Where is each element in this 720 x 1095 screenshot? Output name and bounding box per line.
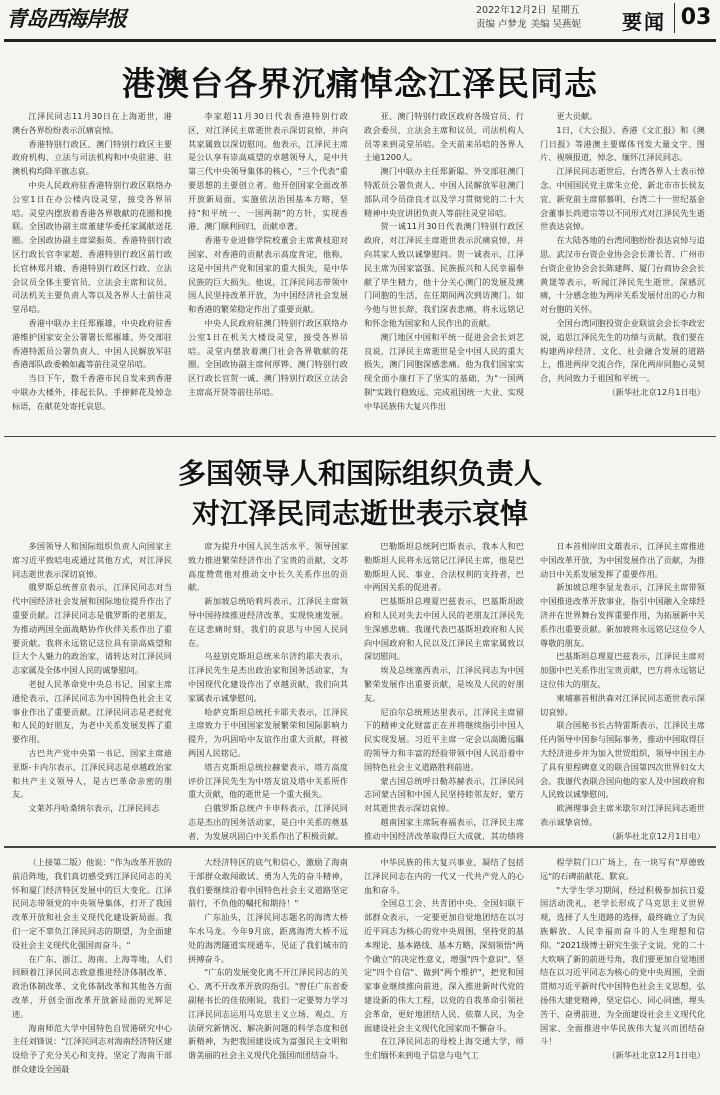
page-number: 03 — [674, 3, 717, 33]
article2-column-1 — [12, 540, 172, 840]
divider — [4, 846, 716, 848]
paragraph: 海南师范大学中国特色自贸港研究中心主任刘锋说："江泽民同志对海南经济特区建设给予了充分关心和支持，坚定了海南干部群众建设全国最 — [12, 1022, 172, 1074]
paragraph: 蒙古国总统呼日勒苏赫表示，江泽民同志同蒙古国和中国人民坚持睦邻友好，蒙方对其逝世表示深切哀悼。 — [364, 775, 524, 814]
paragraph: 全国台湾同胞投资企业联谊会会长李政宏说，追思江泽民先生的功绩与贡献，我们要在构建两岸经济、文化、社会融合发展的道路上，推进两岸交流合作，深化两岸同胞心灵契合，共同致力于祖国和平统一。 — [540, 317, 705, 384]
paragraph: 江泽民同志逝世后，台湾各界人士表示悼念。中国国民党主席朱立伦、新北市市长侯友宜、新党前主席郁慕明、台湾二十一世纪基金会董事长尚道宗等以不同形式对江泽民先生逝世表达哀悼。 — [540, 166, 705, 232]
header-info — [476, 4, 585, 32]
paragraph: 文莱苏丹哈桑纳尔表示，江泽民同志 — [28, 803, 160, 814]
paragraph: 哈萨克斯坦总统托卡耶夫表示，江泽民主席致力于中国国家发展繁荣和国际影响力提升，为巩固哈中友谊作出重大贡献，将被两国人民铭记。 — [188, 706, 348, 758]
paragraph: 亚、澳门特别行政区政府各级官员、行政会委员、立法会主席和议员、司法机构人员等来到灵堂吊唁。全天前来吊唁的各界人士逾1200人。 — [364, 111, 524, 163]
article1-column-1 — [12, 110, 172, 426]
paragraph: 老挝人民革命党中央总书记、国家主席通伦表示，江泽民同志为中国特色社会主义事业作出了重要贡献。江泽民同志是老挝党和人民的好朋友，为老中关系发展发挥了重要作用。 — [12, 678, 172, 745]
article2-column-2 — [188, 540, 348, 840]
article2-headline-line1: 多国领导人和国际组织负责人 — [177, 457, 542, 490]
paragraph: 新加坡总统哈莉玛表示，江泽民主席领导中国持续推进经济改革，实现快速发展。在这悲痛时刻，我们的哀思与中国人民同在。 — [188, 596, 348, 648]
article2-headline-line2: 对江泽民同志逝世表示哀悼 — [191, 497, 528, 530]
article1-headline: 港澳台各界沉痛悼念江泽民同志 — [122, 64, 598, 103]
issue-weekday: 星期五 — [550, 5, 580, 16]
paragraph: （上接第二版）他说："作为改革开放的前沿阵地，我们真切感受到江泽民同志的关怀和厦门经济特区发展中的巨大变化。江泽民同志带领党的中央领导集体，打开了我国改革开放和社会主义现代化建设新局面。我们一定不辜负江泽民同志的期望，为全面建设社会主义现代化强国而奋斗。" — [12, 857, 172, 950]
paragraph: 乌兹别克斯坦总统米尔济约耶夫表示，江泽民先生是杰出政治家和国务活动家，为中国现代化建设作出了卓越贡献，我们向其家属表示诚挚慰问。 — [188, 651, 348, 703]
paragraph: 江泽民同志11月30日在上海逝世，港澳台各界纷纷表示沉痛哀悼。 — [12, 111, 172, 135]
paragraph: 新加坡总理李显龙表示，江泽民主席带领中国推进改革开放事业，指引中国融入全球经济并在世界舞台发挥重要作用，为拓展新中关系作出重要贡献。新加坡将永远铭记这位令人尊敬的朋友。 — [540, 582, 705, 648]
article1-column-3 — [364, 110, 524, 426]
header-rule — [4, 39, 716, 42]
paragraph: 日本首相岸田文雄表示，江泽民主席推进中国改革开放，为中国发展作出了贡献，为推动日中关系发展发挥了重要作用。 — [540, 541, 705, 579]
paragraph: 俄罗斯总统普京表示，江泽民同志对当代中国经济社会发展和国际地位提升作出了重要贡献。江泽民同志是俄罗斯的老朋友，为推动两国全面战略协作伙伴关系作出了重要贡献。我将永远铭记这位具有崇高威望和巨大个人魅力的政治家，请转达对江泽民同志家属及全体中国人民的诚挚慰问。 — [12, 582, 172, 676]
section-title: 要闻 — [622, 10, 666, 34]
paragraph: 越南国家主席阮春福表示，江泽民主席推动中国经济改革取得巨大成就，其功绩将 — [364, 816, 524, 840]
paragraph: 澳门中联办主任郑新聪、外交部驻澳门特派员公署负责人、中国人民解放军驻澳门部队司令员徐良才以及学习贯彻党的二十大精神中央宣讲团负责人等前往灵堂吊唁。 — [364, 166, 524, 218]
paragraph: 在广东、浙江、海南、上海等地，人们回顾着江泽民同志致意推进经济体制改革、政治体制改革、文化体制改革和其他各方面改革，开创全面改革开放新局面的光辉足迹。 — [12, 953, 172, 1019]
article3-column-1 — [12, 856, 172, 1088]
paragraph: 尼泊尔总统班达里表示，江泽民主席留下的精神文化财富正在并将继续指引中国人民实现发展。习近平主席一定会以高瞻远瞩的领导力和丰富的经验带领中国人民沿着中国特色社会主义道路胜利前进。 — [364, 706, 524, 772]
paragraph: 李家超11月30日代表香港特别行政区，对江泽民主席逝世表示深切哀悼，并向其家属致以深切慰问。他表示，江泽民主席是公认享有崇高威望的卓越领导人，是中共第三代中央领导集体的核心，"三个代表"重要思想的主要创立者。他开创国家全面改革开放新局面，实施依法治国基本方略，坚持"和平统一、一国两制"的方针，实现香港、澳门顺利回归，贡献卓著。 — [188, 111, 348, 232]
article3-signature: （新华社北京12月1日电） — [607, 1050, 705, 1061]
paragraph: 塔吉克斯坦总统拉赫蒙表示，塔方高度评价江泽民先生为中塔友谊及塔中关系所作重大贡献，他的逝世是一个重大损失。 — [188, 761, 348, 800]
issue-date: 2022年12月2日 — [476, 5, 547, 16]
paragraph: 中央人民政府驻澳门特别行政区联络办公室1日在机关大楼设灵堂，接受各界吊唁。灵堂内摆放着澳门社会各界敬献的花圈。全国政协副主席何厚铧、澳门特别行政区行政长官贺一诚、澳门特别行政区立法会主席高开贤等前往吊唁。 — [188, 317, 348, 397]
article1-column-2 — [188, 110, 348, 426]
paragraph: 多国领导人和国际组织负责人向国家主席习近平致唁电或通过其他方式，对江泽民同志逝世表示深切哀悼。 — [12, 541, 172, 579]
divider — [4, 436, 716, 437]
paragraph: 巴基斯坦总理夏巴兹表示，巴基斯坦政府和人民对失去中国人民的老朋友江泽民先生深感悲痛。我谨代表巴基斯坦政府和人民向中国政府和人民以及江泽民主席家属致以深切慰问。 — [364, 596, 524, 662]
paragraph: 更大贡献。 — [556, 111, 598, 121]
paragraph: 香港特别行政区、澳门特别行政区主要政府机构、立法与司法机构和中央驻港、驻澳机构均降半旗志哀。 — [12, 138, 172, 177]
article3-column-4 — [540, 856, 705, 1088]
designer-credit: 美编 吴燕妮 — [530, 19, 582, 30]
paragraph: 古巴共产党中央第一书记、国家主席迪亚斯-卡内尔表示，江泽民同志是卓越政治家和共产主义领导人，是古巴革命亲密的朋友。 — [12, 747, 172, 800]
paragraph: 联合国秘书长古特雷斯表示，江泽民主席任内领导中国参与国际事务，推动中国取得巨大经济进步并为加入世贸组织，领导中国主办了具有里程碑意义的联合国第四次世界妇女大会。我谨代表联合国向他的家人及中国政府和人民致以诚挚慰问。 — [540, 720, 705, 800]
article2-signature: （新华社北京12月1日电） — [607, 830, 705, 840]
article2-column-4 — [540, 540, 705, 840]
paragraph: 香港专业进修学院校董会主席黄枝迎对国家、对香港的贡献表示高度肯定，他称，这是中国共产党和国家的重大损失，是中华民族的巨大损失。他说，江泽民同志带领中国人民坚持改革开放，为中国经济社会发展和香港的繁荣稳定作出了重要贡献。 — [188, 235, 348, 315]
paragraph: 大经济特区的底气和信心，激励了海南干部群众敢闯敢试、勇为人先的奋斗精神，我们要继续沿着中国特色社会主义道路坚定前行，不负他的嘱托和期待！" — [188, 857, 348, 909]
paragraph: "广东的发展变化离不开江泽民同志的关心、离不开改革开放的指引。"曾任广东省委副秘书长的佳依刚说，我们一定要努力学习江泽民同志运用马克思主义立场、观点、方法研究新情况、解决新问题的科学态度和创新精神，为把我国建设成为富强民主文明和谐美丽的社会主义现代化强国而团结奋斗。 — [188, 967, 348, 1061]
paragraph: 中央人民政府驻香港特别行政区联络办公室1日在办公楼内设灵堂，接受各界吊唁。灵堂内摆放着香港各界敬献的花圈和挽联。全国政协副主席董建华委托家属献送花圈。全国政协副主席梁振英、香港特别行政区行政长官李家超、香港特别行政区前行政长官林郑月娥、香港特别行政区行政、立法会议员全体主要官员、立法会主席和议员、司法机关主要负责人等以及各界人士前往灵堂吊唁。 — [12, 179, 172, 315]
paragraph: "大学生学习期间，经过积极参加抗日爱国活动洗礼，老学长形成了马克思主义世界观，选择了人生道路的选择，最终确立了为民族解放、人民幸福而奋斗的人生理想和信仰。"2021级博士研究生张子文说，党的二十大吹响了新的前进号角，我们要更加自觉地团结在以习近平同志为核心的党中央周围，全面贯彻习近平新时代中国特色社会主义思想，弘扬伟大建党精神，坚定信心、同心同德，埋头苦干、奋勇前进，为全面建设社会主义现代化国家、全面推进中华民族伟大复兴而团结奋斗！ — [540, 884, 705, 1047]
paragraph: 当日下午，数千香港市民自发来到香港中联办大楼外，排起长队、手捧鲜花及悼念标语，在献花处寄托哀思。 — [12, 373, 172, 411]
paragraph: 贺一诚11月30日代表澳门特别行政区政府，对江泽民主席逝世表示沉痛哀悼，并向其家人致以诚挚慰问。贺一诚表示，江泽民主席为国家富强、民族振兴和人民幸福奉献了毕生精力，他十分关心澳门的发展及澳门同胞的生活，在任期间两次到访澳门。如今他与世长辞，我们深表悲痛，将永远铭记和怀念他为国家和人民作出的贡献。 — [364, 221, 524, 328]
paragraph: 中华民族的伟大复兴事业，凝结了包括江泽民同志在内的一代又一代共产党人的心血和奋斗。 — [364, 857, 524, 895]
paragraph: 欧洲理事会主席米歇尔对江泽民同志逝世表示诚挚哀悼。 — [540, 803, 705, 827]
article1-signature: （新华社北京12月1日电） — [607, 386, 705, 397]
newspaper-masthead: 青岛西海岸报 — [6, 6, 126, 31]
paragraph: 澳门地区中国和平统一促进会会长刘艺良说，江泽民主席逝世是全中国人民的重大损失，澳门同胞深感悲痛。他为我们国家实现全面小康打下了坚实的基础，为"一国两制"实践行稳致远、完成祖国统一大业、实现中华民族伟大复兴作出 — [364, 331, 524, 411]
page-header — [0, 0, 720, 40]
paragraph: 广东汕头，江泽民同志题名的海湾大桥车水马龙。今年9月底，距离海湾大桥不远处的海湾隧道实现通车，见证了我们城市的拼搏奋斗。 — [188, 912, 348, 964]
paragraph: 巴基斯坦总理夏巴兹表示，江泽民主席对加强中巴关系作出宝贵贡献，巴方将永远铭记这位伟大的朋友。 — [540, 651, 705, 689]
paragraph: 席为提升中国人民生活水平、领导国家致力推进繁荣经济作出了宝贵的贡献，文苏高度赞赏他对推动文中长久关系作出的贡献。 — [188, 541, 348, 593]
paragraph: 巴勒斯坦总统阿巴斯表示，我本人和巴勒斯坦人民将永远铭记江泽民主席，他是巴勒斯坦人民、事业、合法权利的支持者，巴中两国关系的促进者。 — [364, 541, 524, 593]
paragraph: 全国总工会、共青团中央、全国妇联干部群众表示，一定要更加自觉地团结在以习近平同志为核心的党中央周围，坚持党的基本理论、基本路线、基本方略，深刻领悟"两个确立"的决定性意义，增强"四个意识"、坚定"四个自信"、做到"两个维护"，把党和国家事业继续推向前进，深入推进新时代党的建设新的伟大工程，以党的自我革命引领社会革命，更好地团结人民、依靠人民，为全面建设社会主义现代化国家而不懈奋斗。 — [364, 898, 524, 1033]
article1-column-4 — [540, 110, 705, 426]
paragraph: 1日，《大公报》、香港《文汇报》和《澳门日报》等港澳主要媒体刊发大量文字、图片、视频报道，悼念、缅怀江泽民同志。 — [540, 124, 705, 163]
paragraph: 柬埔寨首相洪森对江泽民同志逝世表示深切哀悼。 — [540, 692, 705, 717]
paragraph: 埃及总统塞西表示，江泽民同志为中国繁荣发展作出重要贡献，是埃及人民的好朋友。 — [364, 665, 524, 703]
paragraph: 在大陆各地的台湾同胞纷纷表达哀悼与追思。武汉市台资企业协会会长萧长青、广州市台资企业协会会长陈建辉、厦门台商协会会长黄晟等表示，听闻江泽民先生逝世，深感沉痛，十分感念他为两岸关系发展付出的心力和对台胞的关怀。 — [540, 235, 705, 315]
paragraph: 香港中联办主任郑雁雄，中央政府驻香港维护国家安全公署署长郑雁雄、外交部驻香港特派员公署负责人、中国人民解放军驻香港部队政委赖如鑫等前往灵堂吊唁。 — [12, 317, 172, 370]
paragraph: 白俄罗斯总统卢卡申科表示，江泽民同志是杰出的国务活动家，是白中关系的奠基者，为发展巩固白中关系作出了积极贡献。 — [188, 803, 348, 840]
article3-column-3 — [364, 856, 524, 1088]
article3-column-2 — [188, 856, 348, 1088]
editor-credit: 责编 卢梦龙 — [476, 19, 527, 30]
article2-column-3 — [364, 540, 524, 840]
paragraph: 在江泽民同志的母校上海交通大学，师生们缅怀来到电子信息与电气工 — [364, 1036, 524, 1061]
paragraph: 程学院门口广场上，在一块写有"厚德致远"的石碑前献花、默哀。 — [540, 857, 705, 881]
